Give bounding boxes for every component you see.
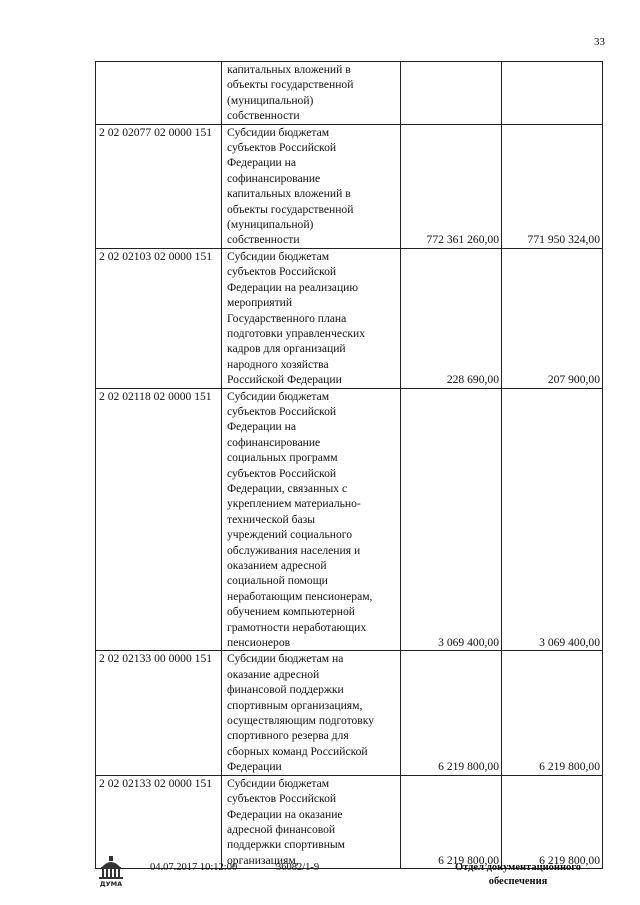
row-name-line: укреплением материально- <box>227 497 361 511</box>
page-footer <box>0 855 640 895</box>
row-name-line: социальной помощи <box>227 574 328 588</box>
row-name-line: оказание адресной <box>227 667 320 681</box>
row-value-2: 6 219 800,00 <box>502 651 603 775</box>
row-name-line: (муниципальной) <box>227 93 314 107</box>
row-name-line: Российской Федерации <box>227 373 342 387</box>
row-name-line: собственности <box>227 109 300 123</box>
table-row <box>96 388 603 651</box>
duma-building-logo <box>96 855 126 887</box>
row-name-line: пенсионеров <box>227 636 291 650</box>
row-name-line: софинансирование <box>227 171 321 185</box>
row-code: 2 02 02118 02 0000 151 <box>96 388 222 651</box>
row-value-1: 3 069 400,00 <box>401 388 502 651</box>
budget-table <box>95 61 603 869</box>
row-value-2 <box>502 62 603 125</box>
footer-date: 04.07.2017 10:12:00 <box>150 862 238 873</box>
row-name <box>222 248 401 388</box>
row-name-line: субъектов Российской <box>227 141 337 155</box>
row-name-line: учреждений социального <box>227 528 353 542</box>
row-code: 2 02 02133 02 0000 151 <box>96 775 222 868</box>
footer-dept-line1: Отдел документационного <box>454 862 582 873</box>
page-number: 33 <box>594 36 605 48</box>
row-name-line: Федерации на <box>227 420 297 434</box>
footer-department <box>448 861 588 889</box>
row-name-line: Субсидии бюджетам <box>227 125 330 139</box>
row-name-line: Федерации, связанных с <box>227 481 348 495</box>
row-name <box>222 124 401 248</box>
table-row <box>96 248 603 388</box>
row-name-line: организациям, <box>227 853 299 867</box>
row-code: 2 02 02133 00 0000 151 <box>96 651 222 775</box>
row-name-line: оказанием адресной <box>227 559 327 572</box>
row-value-2: 771 950 324,00 <box>502 124 603 248</box>
row-name-line: (муниципальной) <box>227 218 314 232</box>
row-name-line: спортивным организациям, <box>227 698 363 712</box>
row-name-line: Федерации на реализацию <box>227 280 359 294</box>
row-name-line: объекты государственной <box>227 78 354 92</box>
row-name-line: технической базы <box>227 512 316 526</box>
row-name-line: сборных команд Российской <box>227 744 368 758</box>
footer-doc-number: 36082/1-9 <box>276 862 320 873</box>
row-name-line: субъектов Российской <box>227 404 337 418</box>
logo-text: ДУМА <box>99 880 123 887</box>
table-row <box>96 124 603 248</box>
table-row <box>96 651 603 775</box>
row-name-line: неработающим пенсионерам, <box>227 589 373 603</box>
row-name <box>222 62 401 125</box>
row-name-line: осуществляющим подготовку <box>227 714 375 728</box>
row-value-2: 3 069 400,00 <box>502 388 603 651</box>
row-name-line: субъектов Российской <box>227 792 337 806</box>
row-name-line: Субсидии бюджетам <box>227 249 330 263</box>
row-name <box>222 388 401 651</box>
row-code: 2 02 02103 02 0000 151 <box>96 248 222 388</box>
row-name-line: Субсидии бюджетам <box>227 776 330 790</box>
row-name-line: Федерации на оказание <box>227 807 343 821</box>
row-code <box>96 62 222 125</box>
row-name-line: мероприятий <box>227 296 293 310</box>
row-value-1: 228 690,00 <box>401 248 502 388</box>
row-value-2: 207 900,00 <box>502 248 603 388</box>
row-name-line: финансовой поддержки <box>227 683 344 697</box>
row-value-1: 772 361 260,00 <box>401 124 502 248</box>
row-name-line: кадров для организаций <box>227 342 346 356</box>
row-name-line: Федерации <box>227 760 282 774</box>
row-name-line: обслуживания населения и <box>227 543 361 557</box>
row-name-line: адресной финансовой <box>227 822 336 836</box>
row-name-line: субъектов Российской <box>227 466 337 480</box>
row-value-1: 6 219 800,00 <box>401 775 502 868</box>
row-code: 2 02 02077 02 0000 151 <box>96 124 222 248</box>
row-name-line: Федерации на <box>227 156 297 170</box>
row-name-line: Государственного плана <box>227 311 347 325</box>
row-name-line: софинансирование <box>227 435 321 449</box>
row-value-1: 6 219 800,00 <box>401 651 502 775</box>
row-name-line: поддержки спортивным <box>227 838 346 852</box>
row-name-line: капитальных вложений в <box>227 187 351 201</box>
row-value-1 <box>401 62 502 125</box>
row-name-line: объекты государственной <box>227 202 354 216</box>
row-name-line: субъектов Российской <box>227 265 337 279</box>
row-name-line: собственности <box>227 233 300 247</box>
row-name-line: обучением компьютерной <box>227 605 355 619</box>
row-value-2: 6 219 800,00 <box>502 775 603 868</box>
row-name-line: народного хозяйства <box>227 357 329 371</box>
row-name <box>222 651 401 775</box>
footer-dept-line2: обеспечения <box>488 876 548 887</box>
row-name-line: капитальных вложений в <box>227 63 351 76</box>
row-name-line: социальных программ <box>227 451 338 465</box>
row-name-line: спортивного резерва для <box>227 729 349 743</box>
row-name-line: Субсидии бюджетам <box>227 389 330 403</box>
row-name-line: подготовки управленческих <box>227 326 366 340</box>
table-row <box>96 62 603 125</box>
row-name-line: Субсидии бюджетам на <box>227 652 344 666</box>
row-name-line: грамотности неработающих <box>227 620 367 634</box>
